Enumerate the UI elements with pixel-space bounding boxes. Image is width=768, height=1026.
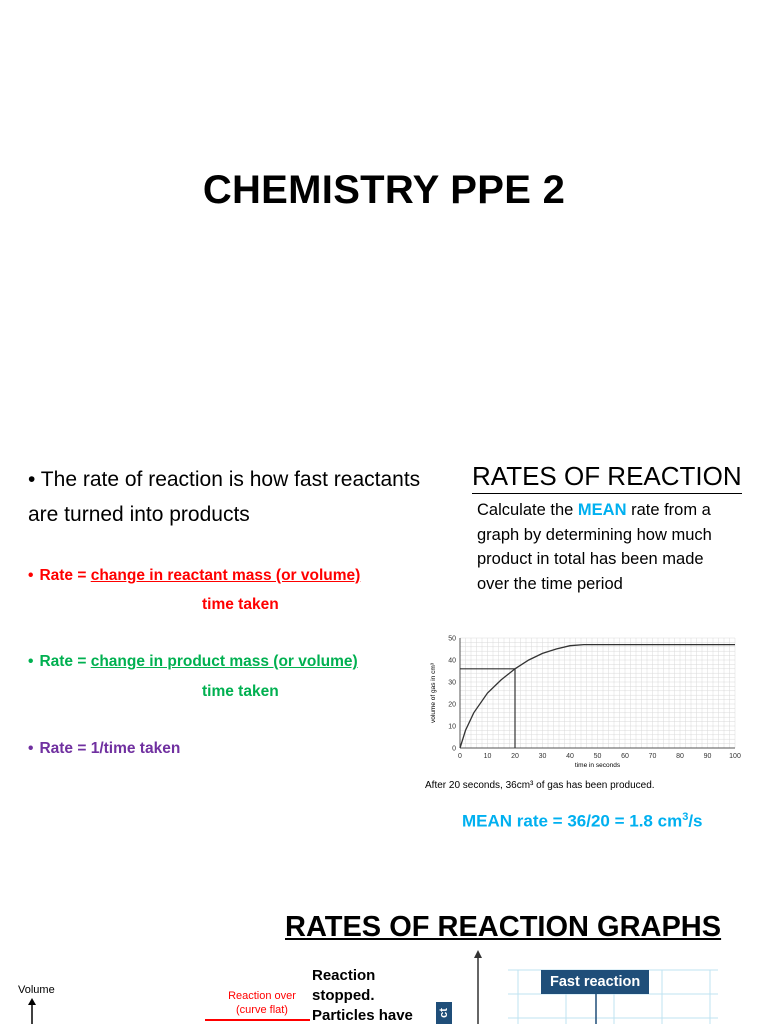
rate-reactant-formula [28,567,360,585]
y-tick-label: 0 [452,745,456,753]
x-tick-label: 0 [458,753,462,760]
mean-rate-explanation [477,498,737,596]
chart-note: After 20 seconds, 36cm³ of gas has been produced. [425,780,655,791]
volume-axis-label: Volume [18,984,55,996]
x-tick-label: 30 [538,753,547,760]
mean-rate-unit: /s [688,811,703,831]
bullet-dot: • [28,740,34,757]
x-tick-label: 40 [566,753,574,760]
x-tick-label: 10 [483,753,492,760]
rate-denominator: time taken [202,596,279,613]
curve-flat-label: Reaction over (curve flat) [228,990,296,1016]
x-tick-label: 90 [703,753,712,760]
volume-time-chart [422,628,742,776]
graphs-heading: RATES OF REACTION GRAPHS [285,911,722,943]
y-axis-arrowhead [474,950,482,958]
x-tick-label: 70 [648,753,657,760]
y-tick-label: 40 [448,657,456,665]
x-tick-label: 60 [621,753,629,760]
mean-rate-text: MEAN rate = 36/20 = 1.8 cm [462,811,683,831]
chart-ticks [448,636,741,761]
calc-text-end: rate from a graph by determining how much product in total has been made over the time period [477,501,712,593]
bullet-dot: • [28,653,34,670]
bullet-dot: • [28,567,34,584]
rate-numerator: change in product mass (or volume) [90,653,358,670]
rate-definition: • The rate of reaction is how fast reactants are turned into products [28,468,421,526]
x-tick-label: 20 [511,753,519,760]
rate-denominator: time taken [202,683,279,700]
reaction-stopped-text: Reaction stopped. Particles have [312,967,413,1024]
rate-product-formula [28,653,358,671]
rate-prefix: Rate = [39,567,91,584]
y-tick-label: 10 [448,723,456,731]
y-tick-label: 50 [448,635,456,643]
mean-rate-result [462,811,703,832]
chart-grid [460,638,735,748]
page-title: CHEMISTRY PPE 2 [202,168,566,212]
x-tick-label: 100 [729,753,741,760]
rate-time-formula [28,740,180,758]
x-tick-label: 50 [593,753,602,760]
rotated-axis-fragment: ct [438,1008,450,1018]
mean-rate-exponent: 3 [682,811,689,823]
y-tick-label: 30 [448,679,456,687]
y-axis-label: volume of gas in cm³ [430,663,437,723]
rate-numerator: change in reactant mass (or volume) [90,567,361,584]
rate-prefix: Rate = [39,653,91,670]
y-tick-label: 20 [448,701,456,709]
volume-axis-arrow [26,998,38,1024]
rate-prefix: Rate = 1/time taken [39,740,181,757]
curve-flat-line [205,1019,310,1021]
fast-reaction-label: Fast reaction [541,970,649,994]
mean-highlight: MEAN [577,501,627,519]
calc-text-start: Calculate the [477,501,578,519]
x-tick-label: 80 [676,753,684,760]
x-axis-label: time in seconds [574,762,621,769]
rates-heading: RATES OF REACTION [472,460,742,494]
